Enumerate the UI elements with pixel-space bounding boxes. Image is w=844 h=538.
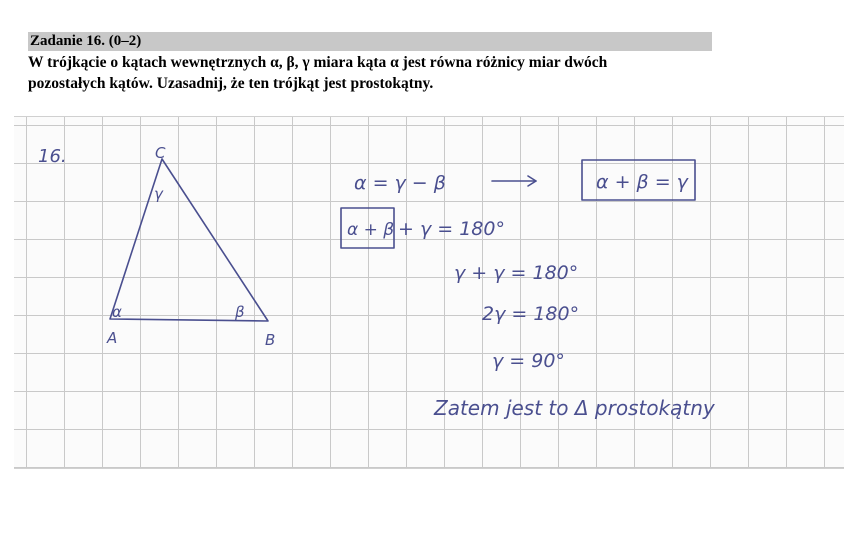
problem-number: 16.: [38, 146, 67, 167]
task-statement-line-2: pozostałych kątów. Uzasadnij, że ten trójkąt jest prostokątny.: [28, 75, 434, 92]
equation-boxed-part: α + β: [347, 220, 395, 240]
equation-gamma-ninety: γ = 90°: [492, 350, 565, 372]
equation-alpha-definition: α = γ − β: [354, 172, 446, 194]
task-header: Zadanie 16. (0–2): [28, 32, 712, 51]
equation-gamma-plus-gamma: γ + γ = 180°: [454, 262, 579, 284]
handwritten-solution-sheet: [14, 116, 844, 469]
equation-angle-sum: + γ = 180°: [398, 218, 505, 240]
conclusion-text: Zatem jest to Δ prostokątny: [434, 396, 715, 420]
vertex-a-label: A: [107, 329, 118, 347]
equation-two-gamma: 2γ = 180°: [482, 303, 580, 325]
angle-beta-label: β: [235, 303, 245, 321]
angle-alpha-label: α: [112, 303, 122, 321]
vertex-c-label: C: [155, 144, 166, 162]
task-statement: [28, 52, 728, 94]
triangle-abc: [110, 159, 268, 321]
angle-gamma-label: γ: [154, 185, 163, 203]
equation-alpha-plus-beta: α + β = γ: [596, 171, 688, 193]
task-statement-line-1: W trójkącie o kątach wewnętrznych α, β, γ miara kąta α jest równa różnicy miar dwóch: [28, 54, 608, 71]
vertex-b-label: B: [265, 331, 276, 349]
handwritten-solution-drawing: [14, 117, 844, 468]
